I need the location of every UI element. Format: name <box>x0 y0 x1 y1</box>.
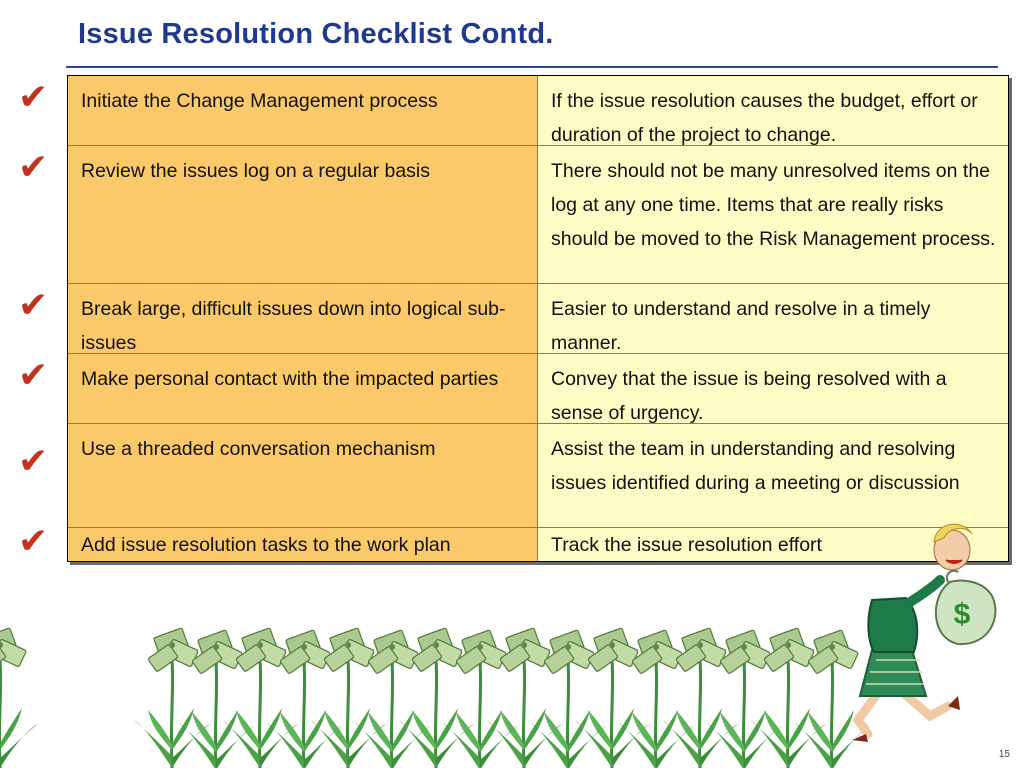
reason-cell: Track the issue resolution effort <box>538 528 1008 561</box>
checkmark-icon: ✔ <box>18 521 49 562</box>
title-divider <box>66 66 998 68</box>
table-row <box>18 354 1008 424</box>
reason-cell: There should not be many unresolved items on the log at any one time. Items that are really risks should be moved to the Risk Management process. <box>538 146 1008 283</box>
reason-cell: Easier to understand and resolve in a timely manner. <box>538 284 1008 353</box>
page-title: Issue Resolution Checklist Contd. <box>78 18 554 50</box>
checkmark-icon: ✔ <box>18 77 49 118</box>
money-plants <box>0 628 870 768</box>
action-cell: Use a threaded conversation mechanism <box>68 424 538 527</box>
reason-cell: Convey that the issue is being resolved with a sense of urgency. <box>538 354 1008 423</box>
action-cell: Break large, difficult issues down into logical sub-issues <box>68 284 538 353</box>
checklist-table <box>18 75 1009 562</box>
svg-text:$: $ <box>953 598 971 631</box>
table-row <box>18 424 1008 528</box>
reason-cell: Assist the team in understanding and resolving issues identified during a meeting or discussion <box>538 424 1008 527</box>
table-row <box>18 284 1008 354</box>
action-cell: Make personal contact with the impacted parties <box>68 354 538 423</box>
checkmark-icon: ✔ <box>18 147 49 188</box>
action-cell: Initiate the Change Management process <box>68 76 538 145</box>
action-cell: Add issue resolution tasks to the work plan <box>68 528 538 561</box>
table-row <box>18 146 1008 284</box>
action-cell: Review the issues log on a regular basis <box>68 146 538 283</box>
reason-cell: If the issue resolution causes the budget, effort or duration of the project to change. <box>538 76 1008 145</box>
table-row <box>18 76 1008 146</box>
checkmark-icon: ✔ <box>18 355 49 396</box>
checkmark-icon: ✔ <box>18 285 49 326</box>
checkmark-icon: ✔ <box>18 441 49 482</box>
page-number: 15 <box>998 749 1010 760</box>
running-woman-figure <box>852 524 995 742</box>
money-garden-illustration <box>0 520 1024 768</box>
